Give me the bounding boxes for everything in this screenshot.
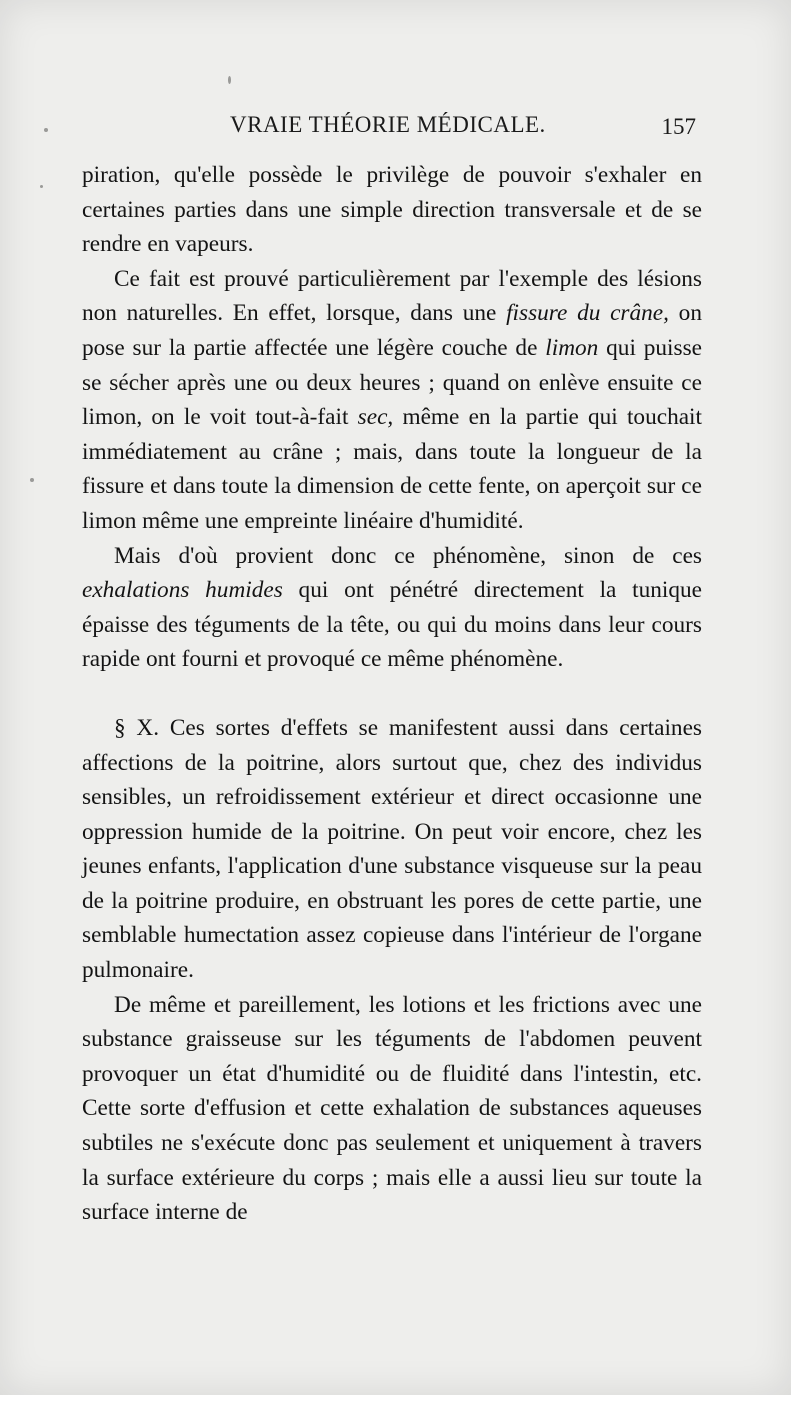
paper-speck — [44, 128, 48, 132]
italic-run: exhalations humides — [82, 577, 283, 604]
paragraph — [82, 262, 702, 539]
italic-run: fissure du crâne, — [506, 300, 669, 327]
text-run: Mais d'où provient donc ce phénomène, sinon de ces — [114, 542, 702, 569]
text-run: De même et pareillement, les lotions et les frictions avec une substance graisseuse sur les téguments de l'abdomen peuvent provoquer un état d'humidité ou de fluidité dans l'intestin, etc. Cette sorte d'effusion et cette exhalation de substances aqueuses subtiles ne s'exécute donc pas seulement et uniquement à travers la surface extérieure du corps ; mais elle a aussi lieu sur toute la surface interne de — [82, 991, 702, 1226]
paper-speck — [30, 478, 34, 482]
text-run: qui puisse se sécher après une ou deux heures ; quand on enlève ensuite ce limon, on le voit tout-à-fait — [82, 334, 702, 431]
body-text — [82, 158, 702, 1230]
running-header — [230, 112, 696, 146]
page-number: 157 — [661, 114, 696, 139]
scan-border-bottom — [0, 1395, 800, 1401]
paragraph — [82, 539, 702, 677]
text-run: § X. Ces sortes d'effets se manifestent aussi dans certaines affections de la poitrine, alors surtout que, chez des individus sensibles, un refroidissement extérieur et direct occasionne une oppression humide de la poitrine. On peut voir encore, chez les jeunes enfants, l'application d'une substance visqueuse sur la peau de la poitrine produire, en obstruant les pores de cette partie, une semblable humectation assez copieuse dans l'intérieur de l'organe pulmonaire. — [82, 714, 702, 984]
paragraph — [82, 988, 702, 1230]
italic-run: sec, — [357, 404, 394, 431]
text-run: même en la partie qui touchait immédiatement au crâne ; mais, dans toute la longueur de la fissure et dans toute la dimension de cette fente, on aperçoit sur ce limon même une empreinte linéaire d'humidité. — [82, 404, 702, 534]
paper-speck — [228, 76, 231, 84]
text-run: on pose sur la partie affectée une légère couche de — [82, 300, 702, 361]
running-title: VRAIE THÉORIE MÉDICALE. — [230, 112, 546, 137]
text-run: qui ont pénétré directement la tunique épaisse des téguments de la tête, ou qui du moins dans leur cours rapide ont fourni et provoqué ce même phénomène. — [82, 577, 702, 673]
paragraph — [82, 158, 702, 262]
paper-speck — [40, 185, 43, 188]
scan-border-right — [791, 0, 800, 1401]
italic-run: limon — [545, 334, 599, 361]
text-run: piration, qu'elle possède le privilège de pouvoir s'exhaler en certaines parties dans une simple direction transversale et de se rendre en vapeurs. — [82, 162, 702, 258]
text-run: Ce fait est prouvé particulièrement par l'exemple des lésions non naturelles. En effet, lorsque, dans une — [82, 265, 702, 327]
paragraph-section-x — [82, 711, 702, 988]
